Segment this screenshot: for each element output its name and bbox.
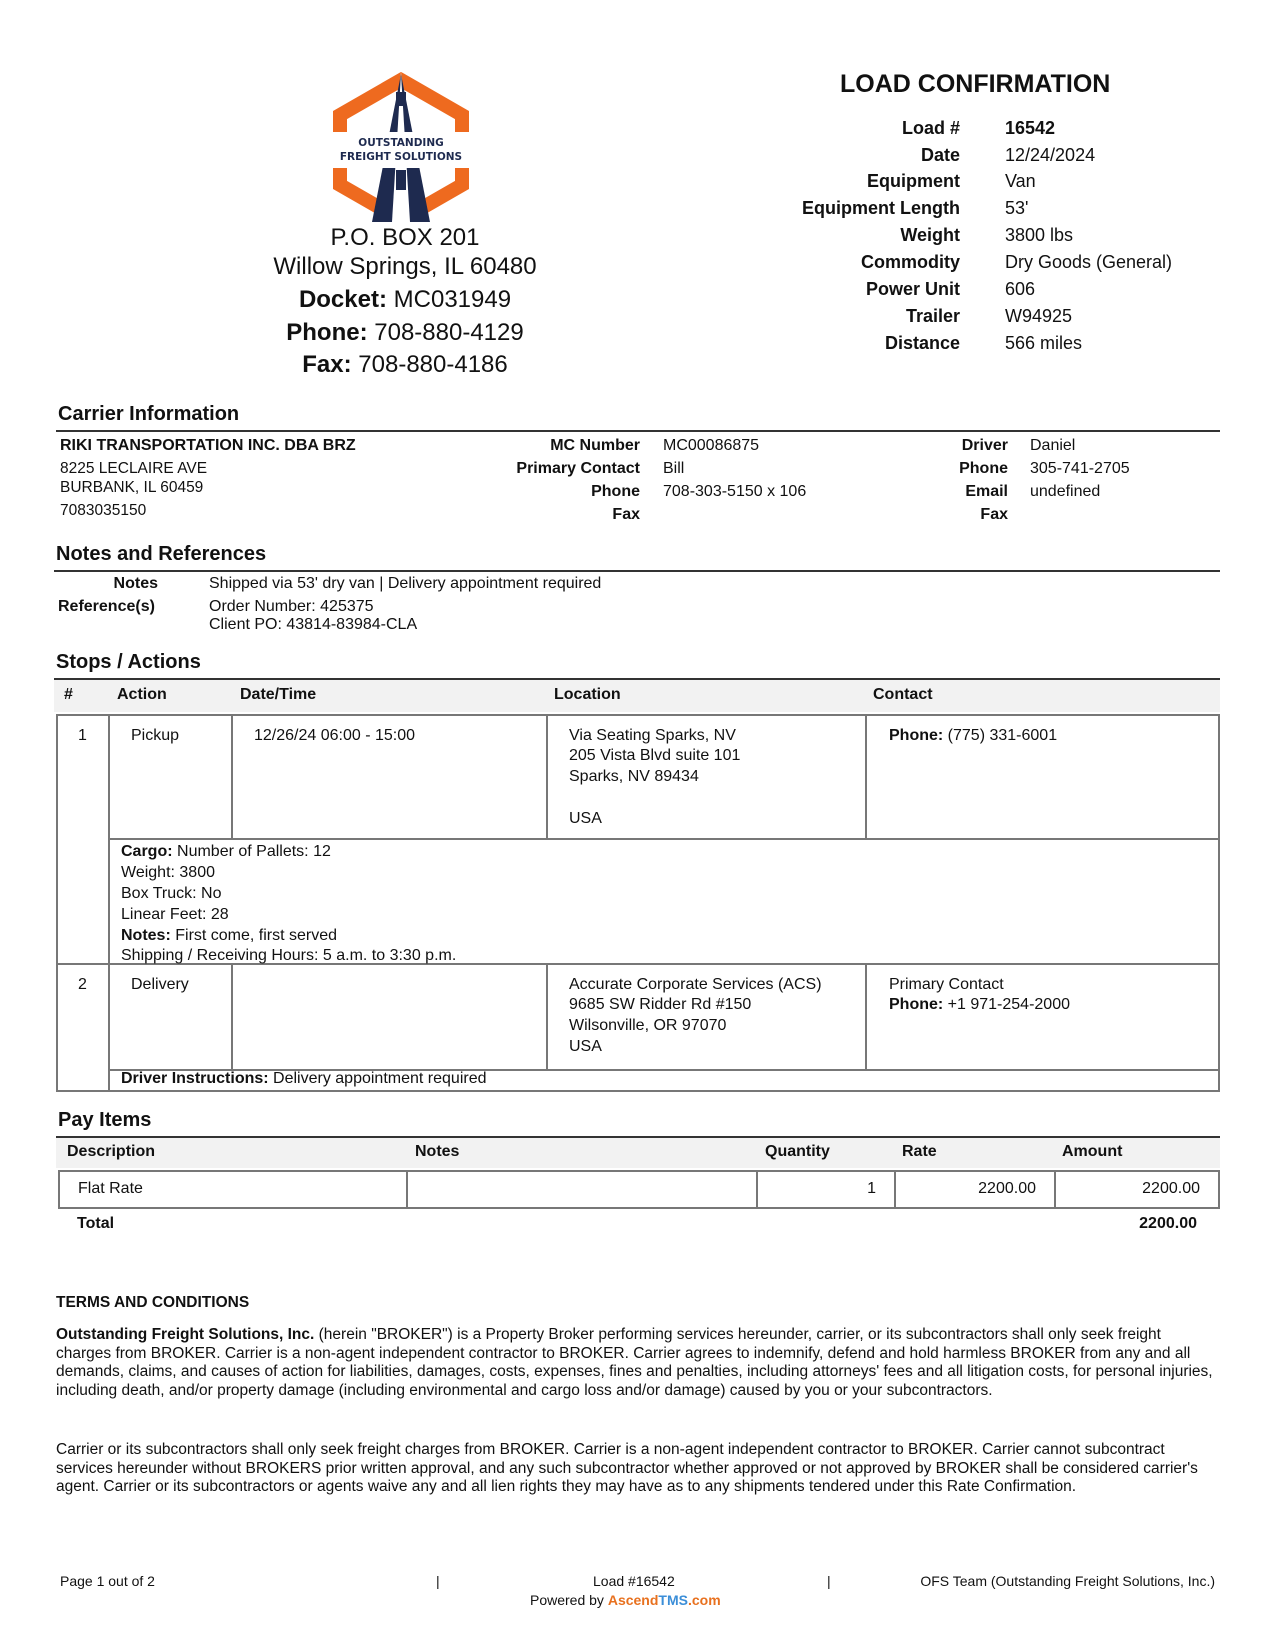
pay-row-amount: 2200.00 bbox=[1054, 1170, 1220, 1209]
stop1-action-divider bbox=[231, 714, 233, 839]
terms-paragraph-1-text: (herein "BROKER") is a Property Broker performing services hereunder, carrier, or its subcontractors shall only seek freight charges from BROKER. Carrier is a non-agent independent contractor to BROKER. Carrier agrees to indemnify, defend and hold harmless BROKER from any and all demands, claims, and causes of action for liabilities, damages, costs, expenses, fines and penalties, including attorneys' fees and all litigation costs, for personal injuries, including death, and/or property damage (including environmental and cargo loss and/or damage) caused by you or your subcontractors. bbox=[56, 1326, 1213, 1399]
carrier-divider bbox=[56, 430, 1220, 432]
distance-value: 566 miles bbox=[1005, 333, 1083, 353]
stop1-box-truck: Box Truck: No bbox=[121, 885, 222, 902]
stop2-datetime-divider bbox=[546, 963, 548, 1071]
stop1-datetime: 12/26/24 06:00 - 15:00 bbox=[254, 727, 416, 744]
commodity-value: Dry Goods (General) bbox=[1005, 252, 1173, 272]
logo-text-line2: FREIGHT SOLUTIONS bbox=[339, 151, 463, 163]
stop1-action: Pickup bbox=[131, 727, 180, 744]
pay-col-notes: Notes bbox=[415, 1143, 460, 1160]
docket-line bbox=[230, 286, 580, 314]
stops-col-contact: Contact bbox=[873, 686, 933, 703]
carrier-phone-value: 708-303-5150 x 106 bbox=[663, 483, 807, 500]
carrier-phone-label: Phone bbox=[591, 483, 640, 500]
stop2-contact-phone-label: Phone: bbox=[889, 996, 944, 1013]
address-line2: Willow Springs, IL 60480 bbox=[273, 253, 537, 280]
terms-paragraph-2: Carrier or its subcontractors shall only seek freight charges from BROKER. Carrier is a non-agent independent contractor to BROKER. Carrier cannot subcontract services hereunder without BROKERS prior written approval, and any such subcontractor whether approved or not approved by BROKER shall be considered carrier's agent. Carrier or its subcontractors or agents waive any and all lien rights they may have as to any shipments tendered under this Rate Confirmation. bbox=[56, 1441, 1198, 1495]
stop2-number: 2 bbox=[78, 976, 87, 993]
stops-num-divider bbox=[108, 714, 110, 1092]
reference-order: Order Number: 425375 bbox=[209, 598, 374, 615]
stop1-weight: Weight: 3800 bbox=[121, 864, 215, 881]
phone-label: Phone: bbox=[286, 319, 368, 346]
stop2-action-divider bbox=[231, 963, 233, 1071]
company-logo bbox=[326, 72, 476, 222]
stops-col-location: Location bbox=[554, 686, 621, 703]
driver-phone-label: Phone bbox=[959, 460, 1008, 477]
driver-email-label: Email bbox=[965, 483, 1008, 500]
trailer-label: Trailer bbox=[905, 306, 960, 326]
commodity-label: Commodity bbox=[861, 252, 960, 272]
pay-col-amount: Amount bbox=[1062, 1143, 1123, 1160]
docket-label: Docket: bbox=[298, 286, 387, 313]
notes-label: Notes bbox=[113, 575, 158, 592]
reference-client-po: Client PO: 43814-83984-CLA bbox=[209, 616, 418, 633]
notes-value: Shipped via 53' dry van | Delivery appointment required bbox=[209, 575, 602, 592]
pay-col-quantity: Quantity bbox=[765, 1143, 830, 1160]
date-label: Date bbox=[920, 145, 960, 165]
stops-header-row bbox=[54, 680, 1220, 712]
terms-company: Outstanding Freight Solutions, Inc. bbox=[56, 1326, 315, 1343]
address-line1: P.O. BOX 201 bbox=[330, 224, 480, 251]
distance-label: Distance bbox=[884, 333, 960, 353]
docket-value: MC031949 bbox=[393, 286, 512, 313]
brand-tms: TMS bbox=[658, 1592, 688, 1608]
carrier-city: BURBANK, IL 60459 bbox=[60, 479, 204, 496]
stop1-location-divider bbox=[865, 714, 867, 839]
carrier-section-title: Carrier Information bbox=[58, 403, 240, 425]
notes-divider bbox=[54, 570, 1220, 572]
stop2-action: Delivery bbox=[131, 976, 189, 993]
stop1-location-street: 205 Vista Blvd suite 101 bbox=[569, 747, 741, 764]
pay-total-label: Total bbox=[77, 1215, 115, 1232]
carrier-phone-plain: 7083035150 bbox=[60, 502, 147, 519]
fax-label: Fax: bbox=[302, 351, 352, 378]
stop2-contact-name: Primary Contact bbox=[889, 976, 1004, 993]
equipment-length-label: Equipment Length bbox=[802, 198, 960, 218]
brand-ascend: Ascend bbox=[607, 1592, 659, 1608]
pay-row-quantity: 1 bbox=[756, 1170, 896, 1209]
pay-header-row bbox=[56, 1138, 1220, 1168]
stops-section-title: Stops / Actions bbox=[56, 651, 201, 673]
stop1-cargo-value: Number of Pallets: 12 bbox=[177, 843, 331, 860]
stop1-notes bbox=[121, 926, 337, 947]
stops-col-action: Action bbox=[117, 686, 167, 703]
power-unit-label: Power Unit bbox=[865, 279, 960, 299]
primary-contact-value: Bill bbox=[663, 460, 685, 477]
footer-page: Page 1 out of 2 bbox=[60, 1573, 155, 1589]
stop2-instructions-label: Driver Instructions: bbox=[121, 1070, 269, 1087]
fax-line bbox=[230, 351, 580, 379]
driver-label: Driver bbox=[961, 437, 1008, 454]
stop1-notes-label: Notes: bbox=[121, 927, 171, 944]
phone-line bbox=[230, 319, 580, 347]
stop2-contact-phone: +1 971-254-2000 bbox=[947, 996, 1070, 1013]
stop1-cargo-label: Cargo: bbox=[121, 843, 173, 860]
driver-fax-label: Fax bbox=[980, 506, 1008, 523]
stop1-linear-feet: Linear Feet: 28 bbox=[121, 906, 229, 923]
driver-phone-value: 305-741-2705 bbox=[1030, 460, 1130, 477]
stop2-location-street: 9685 SW Ridder Rd #150 bbox=[569, 996, 752, 1013]
pay-col-description: Description bbox=[67, 1143, 156, 1160]
primary-contact-label: Primary Contact bbox=[516, 460, 640, 477]
footer-powered-by bbox=[530, 1592, 721, 1608]
trailer-value: W94925 bbox=[1005, 306, 1073, 326]
logo-text-line1: OUTSTANDING bbox=[358, 137, 444, 149]
weight-label: Weight bbox=[900, 225, 960, 245]
mc-value: MC00086875 bbox=[663, 437, 760, 454]
footer-sep-2: | bbox=[827, 1573, 831, 1589]
driver-email-value: undefined bbox=[1030, 483, 1101, 500]
stops-col-num: # bbox=[64, 686, 73, 703]
stop1-contact-phone-label: Phone: bbox=[889, 727, 944, 744]
carrier-name: RIKI TRANSPORTATION INC. DBA BRZ bbox=[60, 437, 356, 454]
stop1-location-city: Sparks, NV 89434 bbox=[569, 768, 699, 785]
stop1-cargo bbox=[121, 842, 331, 863]
weight-value: 3800 lbs bbox=[1005, 225, 1074, 245]
date-value: 12/24/2024 bbox=[1005, 145, 1096, 165]
stop1-contact bbox=[889, 726, 1057, 747]
stop1-contact-phone: (775) 331-6001 bbox=[947, 727, 1058, 744]
pay-row-rate: 2200.00 bbox=[894, 1170, 1056, 1209]
brand-dotcom: .com bbox=[687, 1592, 721, 1608]
stop1-datetime-divider bbox=[546, 714, 548, 839]
page-title: LOAD CONFIRMATION bbox=[840, 70, 1111, 98]
driver-value: Daniel bbox=[1030, 437, 1076, 454]
footer-sep-1: | bbox=[436, 1573, 440, 1589]
equipment-value: Van bbox=[1005, 171, 1036, 191]
pay-section-title: Pay Items bbox=[58, 1109, 152, 1131]
equipment-label: Equipment bbox=[867, 171, 960, 191]
power-unit-value: 606 bbox=[1005, 279, 1036, 299]
stop1-cargo-divider bbox=[108, 838, 1220, 840]
pay-total-value: 2200.00 bbox=[1139, 1215, 1197, 1232]
stop2-location-name: Accurate Corporate Services (ACS) bbox=[569, 976, 822, 993]
load-number-value: 16542 bbox=[1005, 118, 1056, 138]
load-number-label: Load # bbox=[901, 118, 960, 138]
stop2-location-divider bbox=[865, 963, 867, 1071]
carrier-street: 8225 LECLAIRE AVE bbox=[60, 460, 208, 477]
stop2-driver-instructions bbox=[121, 1069, 487, 1090]
equipment-length-value: 53' bbox=[1005, 198, 1029, 218]
stop1-number: 1 bbox=[78, 727, 87, 744]
powered-by-label: Powered by bbox=[530, 1592, 608, 1608]
pay-col-rate: Rate bbox=[902, 1143, 937, 1160]
terms-title: TERMS AND CONDITIONS bbox=[56, 1294, 250, 1311]
stop2-location-city: Wilsonville, OR 97070 bbox=[569, 1017, 727, 1034]
footer-team: OFS Team (Outstanding Freight Solutions, Inc.) bbox=[920, 1573, 1215, 1589]
stop1-hours: Shipping / Receiving Hours: 5 a.m. to 3:30 p.m. bbox=[121, 947, 457, 964]
carrier-fax-label: Fax bbox=[612, 506, 640, 523]
references-label: Reference(s) bbox=[58, 598, 155, 615]
phone-value: 708-880-4129 bbox=[374, 319, 524, 346]
mc-label: MC Number bbox=[550, 437, 640, 454]
terms-paragraph-1 bbox=[56, 1326, 1216, 1400]
pay-row-description: Flat Rate bbox=[58, 1170, 408, 1209]
stop1-location-country: USA bbox=[569, 810, 602, 827]
pay-row-notes bbox=[406, 1170, 758, 1209]
stop2-contact bbox=[889, 995, 1070, 1016]
stop1-notes-value: First come, first served bbox=[175, 927, 338, 944]
footer-load: Load #16542 bbox=[593, 1573, 675, 1589]
stop1-location-name: Via Seating Sparks, NV bbox=[569, 727, 736, 744]
stops-col-datetime: Date/Time bbox=[240, 686, 317, 703]
notes-section-title: Notes and References bbox=[56, 543, 267, 565]
stop2-location-country: USA bbox=[569, 1038, 602, 1055]
fax-value: 708-880-4186 bbox=[358, 351, 508, 378]
stop2-instructions-value: Delivery appointment required bbox=[273, 1070, 487, 1087]
